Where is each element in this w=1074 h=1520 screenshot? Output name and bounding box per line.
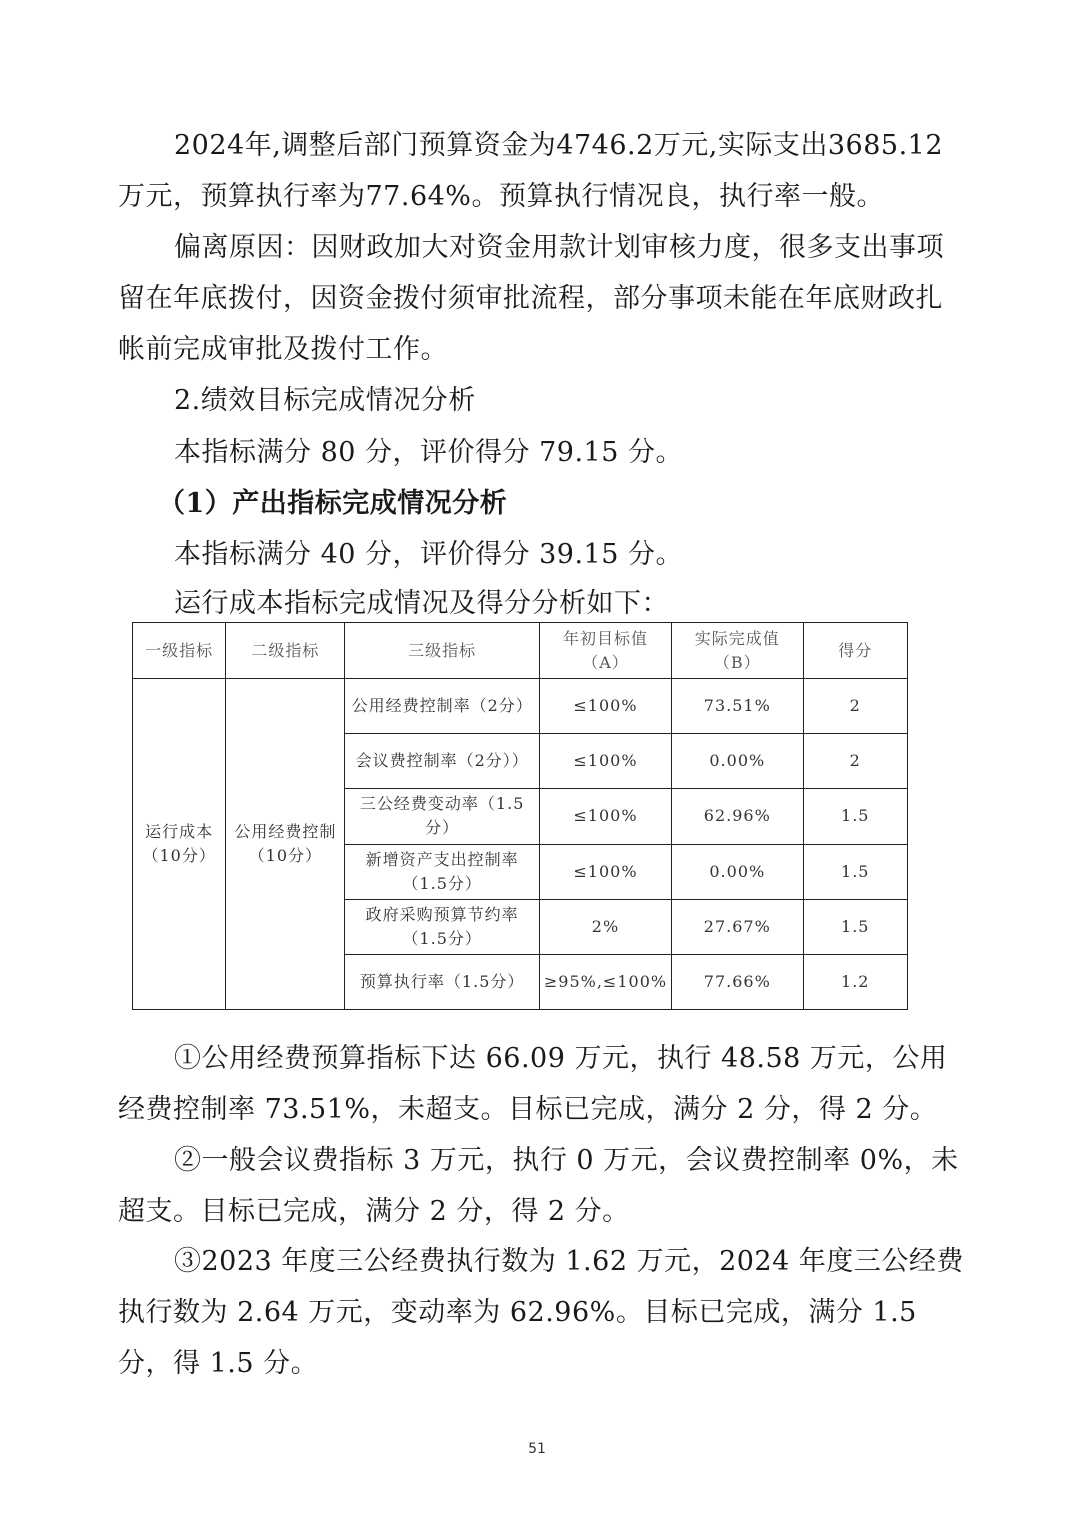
cell-indicator: 预算执行率（1.5分） (345, 954, 539, 1009)
cell-target: ≥95%,≤100% (539, 954, 671, 1009)
paragraph-meeting-expense: ②一般会议费指标 3 万元，执行 0 万元，会议费控制率 0%，未超支。目标已完成，满分 2 分，得 2 分。 (118, 1145, 959, 1227)
cell-indicator: 政府采购预算节约率（1.5分） (345, 899, 539, 954)
cell-actual: 0.00% (672, 734, 803, 789)
cell-score: 1.5 (803, 899, 908, 954)
cell-target: ≤100% (539, 844, 671, 899)
cell-target: ≤100% (539, 679, 671, 734)
cell-target: ≤100% (539, 789, 671, 844)
table-header-row (133, 623, 908, 679)
cell-score: 1.5 (803, 789, 908, 844)
paragraph-score-80: 本指标满分 80 分，评价得分 79.15 分。 (174, 437, 683, 468)
paragraph-public-expense: ①公用经费预算指标下达 66.09 万元，执行 48.58 万元，公用经费控制率 73.51%，未超支。目标已完成，满分 2 分，得 2 分。 (118, 1043, 948, 1125)
paragraph-budget-execution: 2024年,调整后部门预算资金为4746.2万元,实际支出3685.12万元，预算执行率为77.64%。预算执行情况良，执行率一般。 (118, 130, 944, 212)
paragraph-three-public-expense: ③2023 年度三公经费执行数为 1.62 万元，2024 年度三公经费执行数为 2.64 万元，变动率为 62.96%。目标已完成，满分 1.5 分，得 1.5 分。 (118, 1246, 964, 1379)
cell-target: 2% (539, 899, 671, 954)
header-actual: 实际完成值（B） (672, 623, 803, 679)
cell-indicator: 会议费控制率（2分）） (345, 734, 539, 789)
cell-level1: 运行成本（10分） (133, 679, 226, 1010)
cell-actual: 62.96% (672, 789, 803, 844)
cell-indicator: 新增资产支出控制率（1.5分） (345, 844, 539, 899)
heading-performance-analysis: 2.绩效目标完成情况分析 (174, 385, 476, 416)
cell-actual: 77.66% (672, 954, 803, 1009)
heading-output-indicators: （1）产出指标完成情况分析 (158, 488, 508, 519)
cell-indicator: 公用经费控制率（2分） (345, 679, 539, 734)
header-level2: 二级指标 (226, 623, 345, 679)
header-level1: 一级指标 (133, 623, 226, 679)
paragraph-table-intro: 运行成本指标完成情况及得分分析如下： (174, 588, 669, 619)
paragraph-score-40: 本指标满分 40 分，评价得分 39.15 分。 (174, 539, 683, 570)
cell-score: 1.5 (803, 844, 908, 899)
cell-target: ≤100% (539, 734, 671, 789)
page-number: 51 (528, 1441, 546, 1457)
cost-indicator-table (132, 622, 908, 1010)
cell-actual: 27.67% (672, 899, 803, 954)
table-row (133, 679, 908, 734)
cell-actual: 73.51% (672, 679, 803, 734)
header-score: 得分 (803, 623, 908, 679)
cell-score: 1.2 (803, 954, 908, 1009)
header-target: 年初目标值（A） (539, 623, 671, 679)
cell-actual: 0.00% (672, 844, 803, 899)
header-level3: 三级指标 (345, 623, 539, 679)
cell-score: 2 (803, 734, 908, 789)
paragraph-deviation-reason: 偏离原因：因财政加大对资金用款计划审核力度，很多支出事项留在年底拨付，因资金拨付须审批流程，部分事项未能在年底财政扎帐前完成审批及拨付工作。 (118, 232, 944, 365)
cell-indicator: 三公经费变动率（1.5分） (345, 789, 539, 844)
cell-score: 2 (803, 679, 908, 734)
cell-level2: 公用经费控制（10分） (226, 679, 345, 1010)
